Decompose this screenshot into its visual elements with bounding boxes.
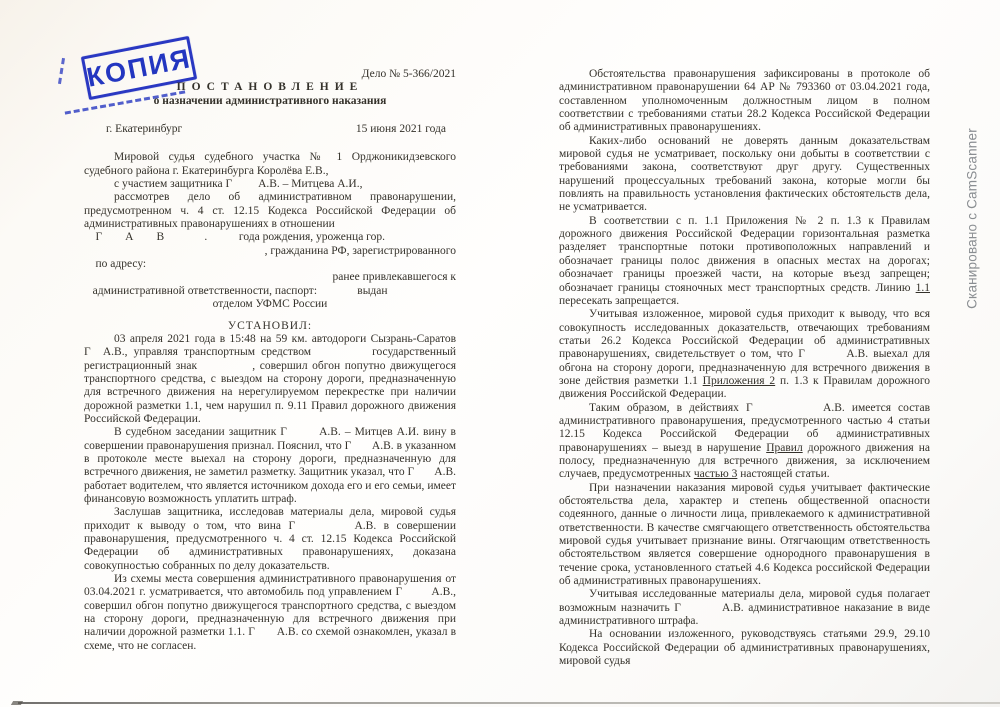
- defender-position-paragraph: В судебном заседании защитник Г А.В. – Митцев А.И. вину в совершении правонарушения признал. Пояснил, что Г А.В. в указанном в протоколе месте выехал на сторону дороги, предназначенную для встречного движения, не заметил разметку. Защитник указал, что Г А.В. работает водителем, что является источником дохода его и его семьи, имеет финансовую возможность уплатить штраф.: [84, 426, 457, 505]
- case-number: Дело № 5-366/2021: [361, 68, 456, 80]
- facts-paragraph: 03 апреля 2021 года в 15:48 на 59 км. автодороги Сызрань-Саратов Г А.В., управляя транспортным средством государственный регистрационный знак , совершил обгон попутно движущегося транспортного средства, с выездом на сторону дороги, предназначенную для встречного движения на нерегулируемом перекрестке при наличии дорожной разметки 1.1, чем нарушил п. 9.11 Правил дорожного движения Российской Федерации.: [84, 332, 457, 425]
- ruling-basis-paragraph: На основании изложенного, руководствуясь статьями 29.9, 29.10 Кодекса Российской Федерации об административных правонарушениях, мировой судья: [559, 628, 930, 668]
- protocol-paragraph: Обстоятельства правонарушения зафиксированы в протоколе об административном правонарушении 64 АР № 793360 от 03.04.2021 года, составленном уполномоченным должностным лицом в полном соответствии с требованиями статьи 28.2 Кодекса Российской Федерации об административных правонарушениях.: [559, 68, 930, 134]
- place-date-line: г. Екатеринбург 15 июня 2021 года: [106, 123, 446, 136]
- corpus-delicti-paragraph: Таким образом, в действиях Г А.В. имеется состав административного правонарушения, предусмотренного частью 4 статьи 12.15 Кодекса Российской Федерации об административных правонарушениях – выезд в нарушение Правил дорожного движения на полосу, предназначенную для встречного движения, за исключением случаев, предусмотренных частью 3 настоящей статьи.: [559, 401, 931, 481]
- text-line: [84, 312, 456, 320]
- road-marking-paragraph: В соответствии с п. 1.1 Приложения № 2 п. 1.3 к Правилам дорожного движения Российской Федерации горизонтальная разметка разделяет транспортные потоки противоположных направлений и обозначает границы полос движения в опасных местах на дорогах; обозначает границы проезжей части, на которые въезд запрещен; обозначает границы стояночных мест транспортных средств. Линию 1.1 пересекать запрещается.: [559, 214, 930, 307]
- right-column: [559, 68, 930, 668]
- passport-line: административной ответственности, паспорт: выдан: [92, 284, 388, 297]
- conclusion-guilt-paragraph: Заслушав защитника, исследовав материалы дела, мировой судья приходит к выводу о том, что вина Г А.В. в совершении правонарушения, предусмотренного ч. 4 ст. 12.15 Кодекса Российской Федерации об административных правонарушениях, доказана совокупностью собранных по делу доказательств.: [84, 506, 456, 572]
- scheme-paragraph: Из схемы места совершения административного правонарушения от 03.04.2021 г. усматривается, что автомобиль под управлением Г А.В., совершил обгон попутно движущегося транспортного средства, с выездом на сторону дороги, предназначенную для встречного движения при наличии дорожной разметки 1.1. Г А.В. со схемой ознакомлен, указал в схеме, что не согласен.: [84, 573, 457, 652]
- text-line: [84, 108, 456, 123]
- scan-bottom-edge: [18, 702, 1000, 704]
- ufms-line: отделом УФМС России: [212, 298, 328, 311]
- address-line: по адресу:: [95, 258, 147, 271]
- citizenship-line: , гражданина РФ, зарегистрированного: [264, 244, 456, 257]
- prior-record-line: ранее привлекавшегося к: [332, 271, 456, 284]
- penalty-paragraph: Учитывая исследованные материалы дела, мировой судья полагает возможным назначить Г А.В. административное наказание в виде административного штрафа.: [559, 588, 931, 628]
- kopiya-stamp-label: КОПИЯ: [84, 42, 194, 93]
- ustanovil-heading: УСТАНОВИЛ:: [227, 319, 313, 332]
- totality-paragraph: Учитывая изложенное, мировой судья приходит к выводу, что вся совокупность исследованных доказательств, отвечающих требованиям статьи 26.2 Кодекса Российской Федерации об административных правонарушениях, свидетельствует о том, что Г А.В. выехал для обгона на сторону дороги, предназначенную для встречного движения в зоне действия разметки 1.1 Приложения 2 п. 1.3 к Правилам дорожного движения Российской Федерации.: [559, 308, 931, 401]
- text-line: [84, 136, 456, 151]
- person-line: Г А В . года рождения, уроженца гор.: [95, 231, 385, 244]
- defender-line: с участием защитника Г А.В. – Митцева А.И.,: [114, 178, 363, 191]
- sentencing-factors-paragraph: При назначении наказания мировой судья учитывает фактические обстоятельства дела, характер и степень общественной опасности содеянного, данные о личности лица, привлекаемого к административной ответственности. В качестве смягчающего ответственность обстоятельства мировой судья учитывает признание вины. Отягчающим ответственность обстоятельством является совершение однородного правонарушения в течение срока, установленного статьей 4.6 Кодекса российской Федерации об административных правонарушениях.: [559, 481, 930, 588]
- stamp-ink-dash-left: [58, 58, 65, 84]
- evidence-trust-paragraph: Каких-либо оснований не доверять данным доказательствам мировой судья не усматривает, поскольку они добыты в соответствии с требованиями закона, соответствуют друг другу. Существенных нарушений процессуальных требований закона, которые могли бы повлиять на правильность установления фактических обстоятельств дела, не усматривается.: [559, 134, 930, 214]
- camscanner-watermark: Сканировано с CamScanner: [964, 128, 980, 309]
- doc-title: ПОСТАНОВЛЕНИЕ: [176, 81, 364, 94]
- scan-bottom-left-corner-mark: [11, 701, 23, 705]
- doc-subtitle: о назначении административного наказания: [153, 94, 387, 107]
- left-column: [84, 68, 456, 653]
- judge-paragraph: Мировой судья судебного участка № 1 Орджоникидзевского судебного района г. Екатеринбурга Королёва Е.В.,: [84, 151, 456, 177]
- case-subject-paragraph: рассмотрев дело об административном правонарушении, предусмотренном ч. 4 ст. 12.15 Кодекса Российской Федерации об административных правонарушениях в отношении: [84, 191, 456, 231]
